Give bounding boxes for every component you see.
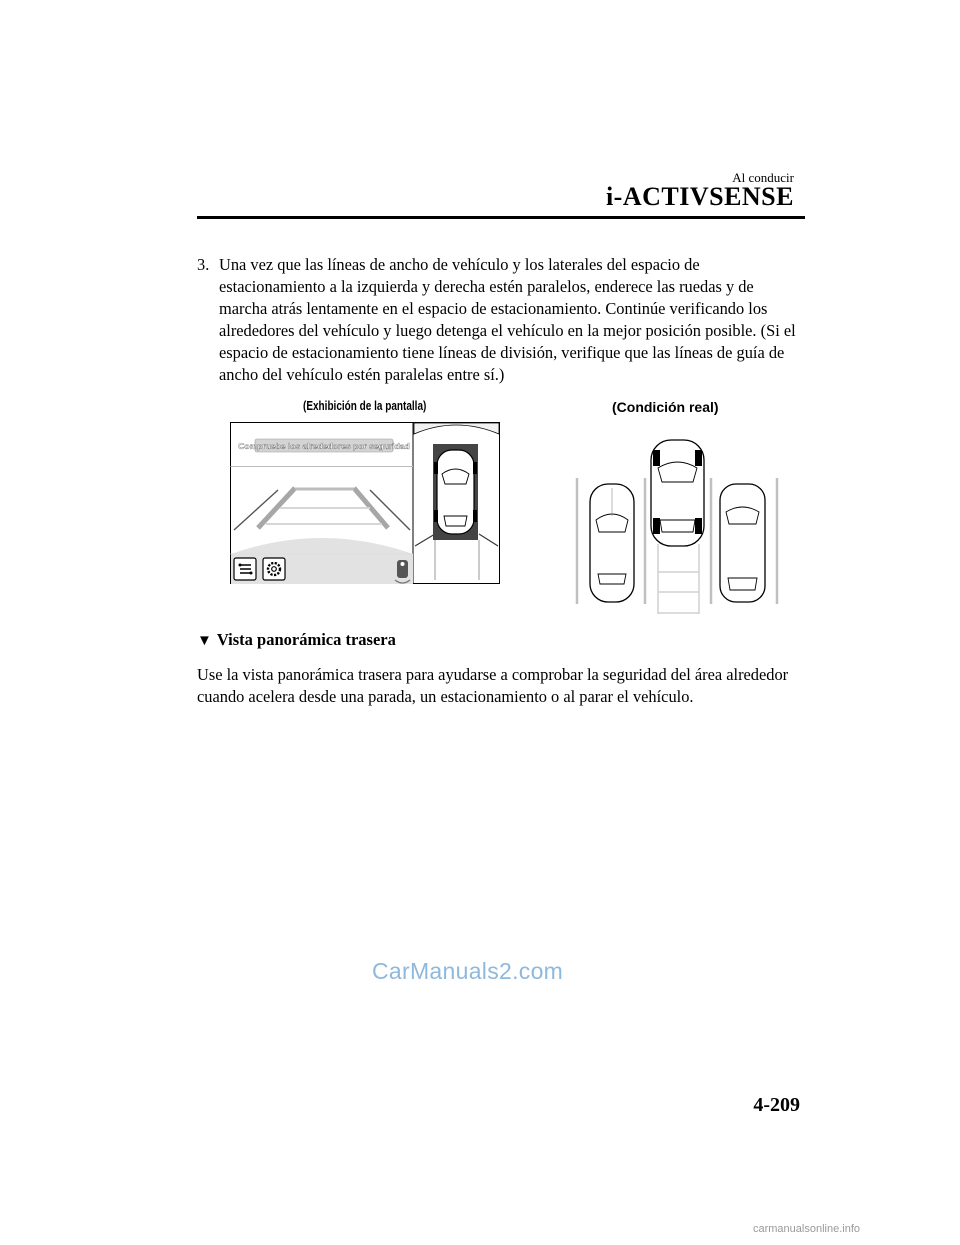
- step-3: [197, 254, 797, 386]
- gear-icon[interactable]: [263, 558, 285, 580]
- subsection-title: Vista panorámica trasera: [216, 630, 396, 649]
- header-rule: [197, 216, 805, 219]
- section-title: i-ACTIVSENSE: [605, 182, 794, 211]
- real-condition-illustration: [574, 432, 784, 617]
- screen-illustration: [230, 422, 500, 584]
- section-label: Al conducir: [732, 170, 794, 185]
- subsection-heading: [197, 630, 396, 650]
- real-caption: (Condición real): [612, 399, 719, 415]
- left-parked-car: [590, 484, 634, 602]
- footer-site: carmanualsonline.info: [752, 1223, 860, 1235]
- triangle-marker-icon: ▼: [197, 633, 212, 649]
- camera-switch-icon[interactable]: [234, 558, 256, 580]
- screen-banner-text: Compruebe los alrededores por seguridad: [238, 441, 410, 451]
- step-text: Una vez que las líneas de ancho de vehículo y los laterales del espacio de estacionamiento a la izquierda y derecha estén paralelos, enderece las ruedas y de marcha atrás lentamente en el espacio de estacionamiento. Continúe verificando los alrededores del vehículo y luego detenga el vehículo en la mejor posición posible. (Si el espacio de estacionamiento tiene líneas de división, verifique que las líneas de guía de ancho del vehículo estén paralelas entre sí.): [219, 255, 796, 384]
- watermark: CarManuals2.com: [372, 958, 564, 984]
- page-number: 4-209: [753, 1094, 800, 1116]
- right-parked-car: [720, 484, 765, 602]
- step-number: 3.: [197, 255, 210, 274]
- subsection-paragraph: Use la vista panorámica trasera para ayudarse a comprobar la seguridad del área alrededor cuando acelera desde una parada, un estacionamiento o al parar el vehículo.: [197, 665, 789, 706]
- reversing-car: [651, 440, 704, 546]
- screen-caption: (Exhibición de la pantalla): [303, 399, 427, 413]
